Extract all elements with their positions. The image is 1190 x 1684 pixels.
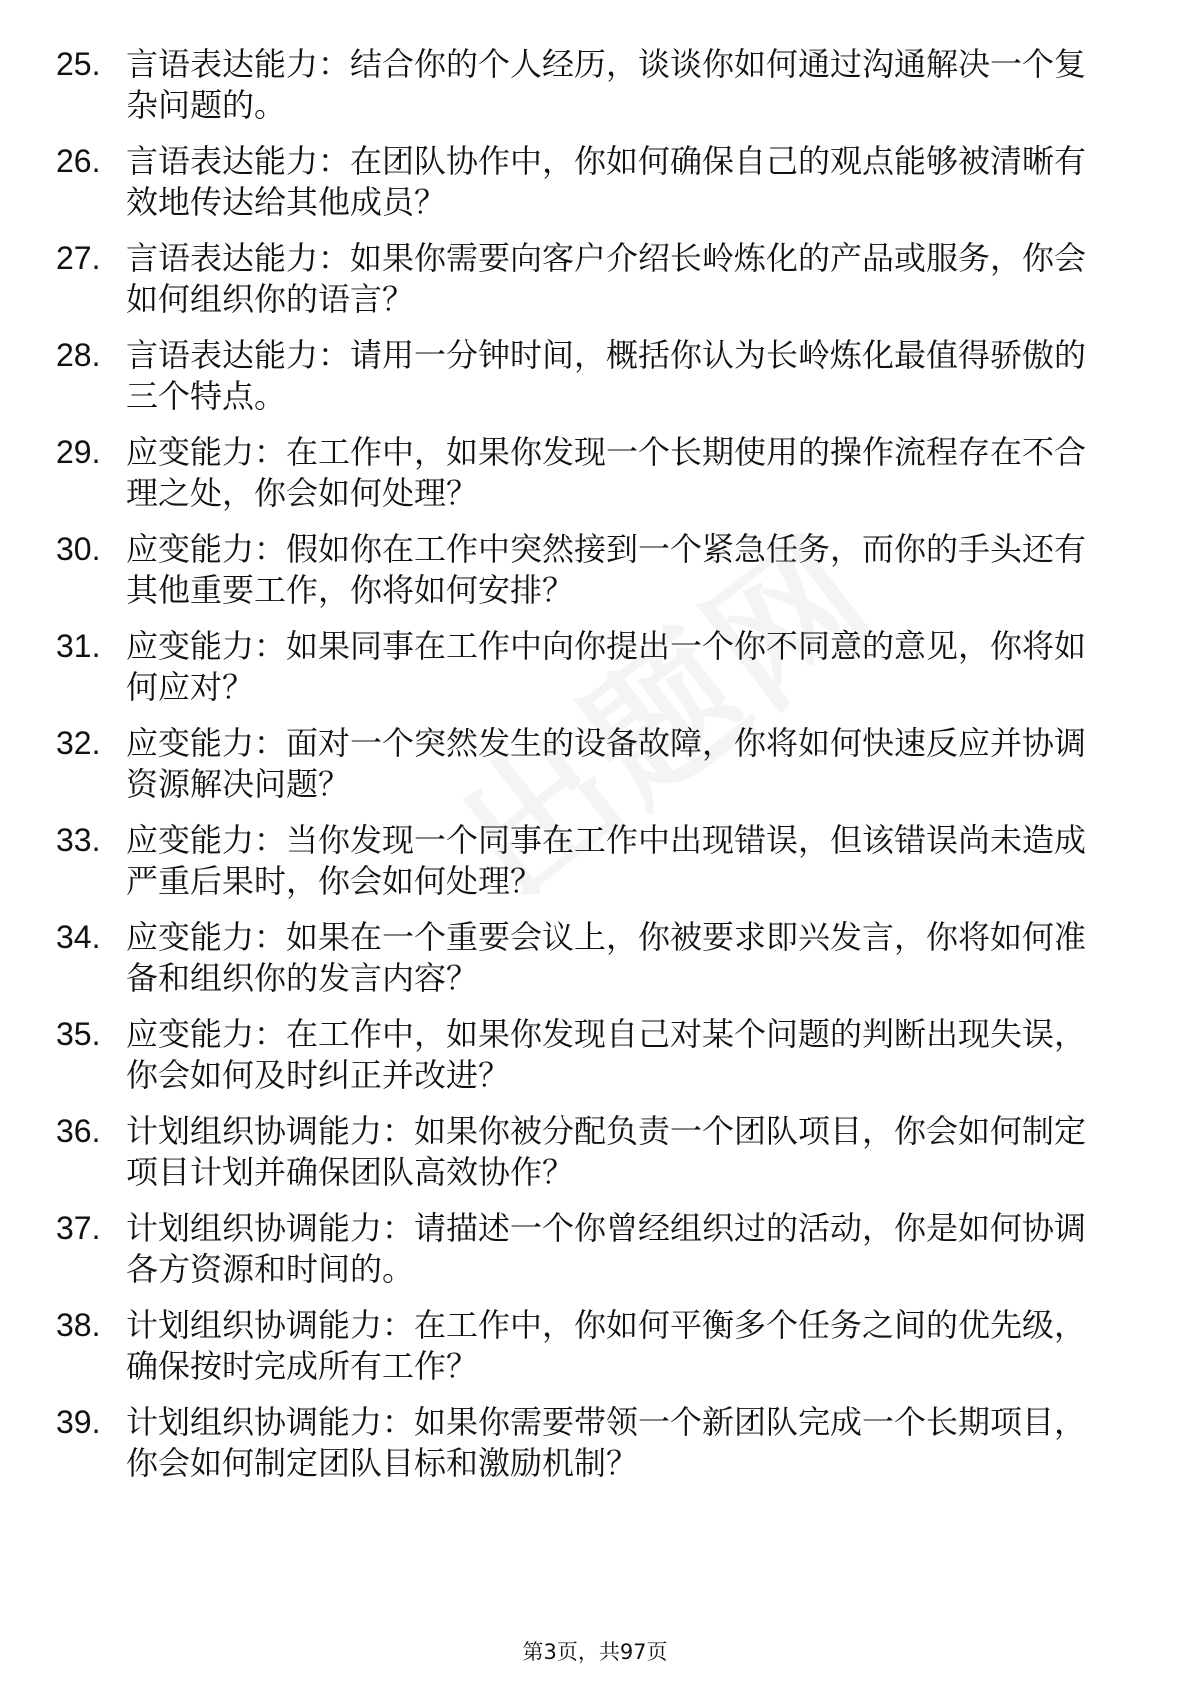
question-text: 应变能力：假如你在工作中突然接到一个紧急任务，而你的手头还有其他重要工作，你将如何安排？ <box>126 530 1087 609</box>
question-text: 应变能力：面对一个突然发生的设备故障，你将如何快速反应并协调资源解决问题？ <box>126 724 1087 803</box>
question-text: 计划组织协调能力：请描述一个你曾经组织过的活动，你是如何协调各方资源和时间的。 <box>126 1209 1087 1288</box>
question-number: 35. <box>56 1016 101 1052</box>
question-number: 39. <box>56 1404 101 1440</box>
question-list <box>0 44 1190 1499</box>
question-item <box>0 626 1190 723</box>
question-item <box>0 529 1190 626</box>
question-number: 34. <box>56 919 101 955</box>
question-text: 言语表达能力：请用一分钟时间，概括你认为长岭炼化最值得骄傲的三个特点。 <box>126 336 1087 415</box>
question-item <box>0 1402 1190 1499</box>
question-text: 言语表达能力：如果你需要向客户介绍长岭炼化的产品或服务，你会如何组织你的语言？ <box>126 239 1087 318</box>
question-item <box>0 1208 1190 1305</box>
question-number: 27. <box>56 240 101 276</box>
question-text: 言语表达能力：结合你的个人经历，谈谈你如何通过沟通解决一个复杂问题的。 <box>126 45 1087 124</box>
question-item <box>0 917 1190 1014</box>
question-item <box>0 44 1190 141</box>
question-number: 36. <box>56 1113 101 1149</box>
question-text: 言语表达能力：在团队协作中，你如何确保自己的观点能够被清晰有效地传达给其他成员？ <box>126 142 1087 221</box>
page-number-label: 第3页，共97页 <box>522 1640 668 1664</box>
question-item <box>0 1111 1190 1208</box>
question-number: 37. <box>56 1210 101 1246</box>
question-text: 应变能力：在工作中，如果你发现一个长期使用的操作流程存在不合理之处，你会如何处理？ <box>126 433 1087 512</box>
question-number: 32. <box>56 725 101 761</box>
question-number: 30. <box>56 531 101 567</box>
question-text: 应变能力：在工作中，如果你发现自己对某个问题的判断出现失误，你会如何及时纠正并改进？ <box>126 1015 1087 1094</box>
question-text: 计划组织协调能力：在工作中，你如何平衡多个任务之间的优先级，确保按时完成所有工作？ <box>126 1306 1087 1385</box>
question-item <box>0 723 1190 820</box>
page-footer <box>0 1638 1190 1666</box>
question-text: 应变能力：当你发现一个同事在工作中出现错误，但该错误尚未造成严重后果时，你会如何处理？ <box>126 821 1087 900</box>
question-number: 33. <box>56 822 101 858</box>
question-text: 应变能力：如果在一个重要会议上，你被要求即兴发言，你将如何准备和组织你的发言内容？ <box>126 918 1087 997</box>
question-text: 计划组织协调能力：如果你被分配负责一个团队项目，你会如何制定项目计划并确保团队高效协作？ <box>126 1112 1087 1191</box>
question-number: 29. <box>56 434 101 470</box>
question-text: 应变能力：如果同事在工作中向你提出一个你不同意的意见，你将如何应对？ <box>126 627 1087 706</box>
question-number: 31. <box>56 628 101 664</box>
question-number: 38. <box>56 1307 101 1343</box>
question-text: 计划组织协调能力：如果你需要带领一个新团队完成一个长期项目，你会如何制定团队目标和激励机制？ <box>126 1403 1087 1482</box>
question-item <box>0 1305 1190 1402</box>
question-item <box>0 141 1190 238</box>
question-item <box>0 820 1190 917</box>
question-number: 26. <box>56 143 101 179</box>
question-number: 25. <box>56 46 101 82</box>
question-item <box>0 1014 1190 1111</box>
question-item <box>0 432 1190 529</box>
question-number: 28. <box>56 337 101 373</box>
question-item <box>0 335 1190 432</box>
question-item <box>0 238 1190 335</box>
